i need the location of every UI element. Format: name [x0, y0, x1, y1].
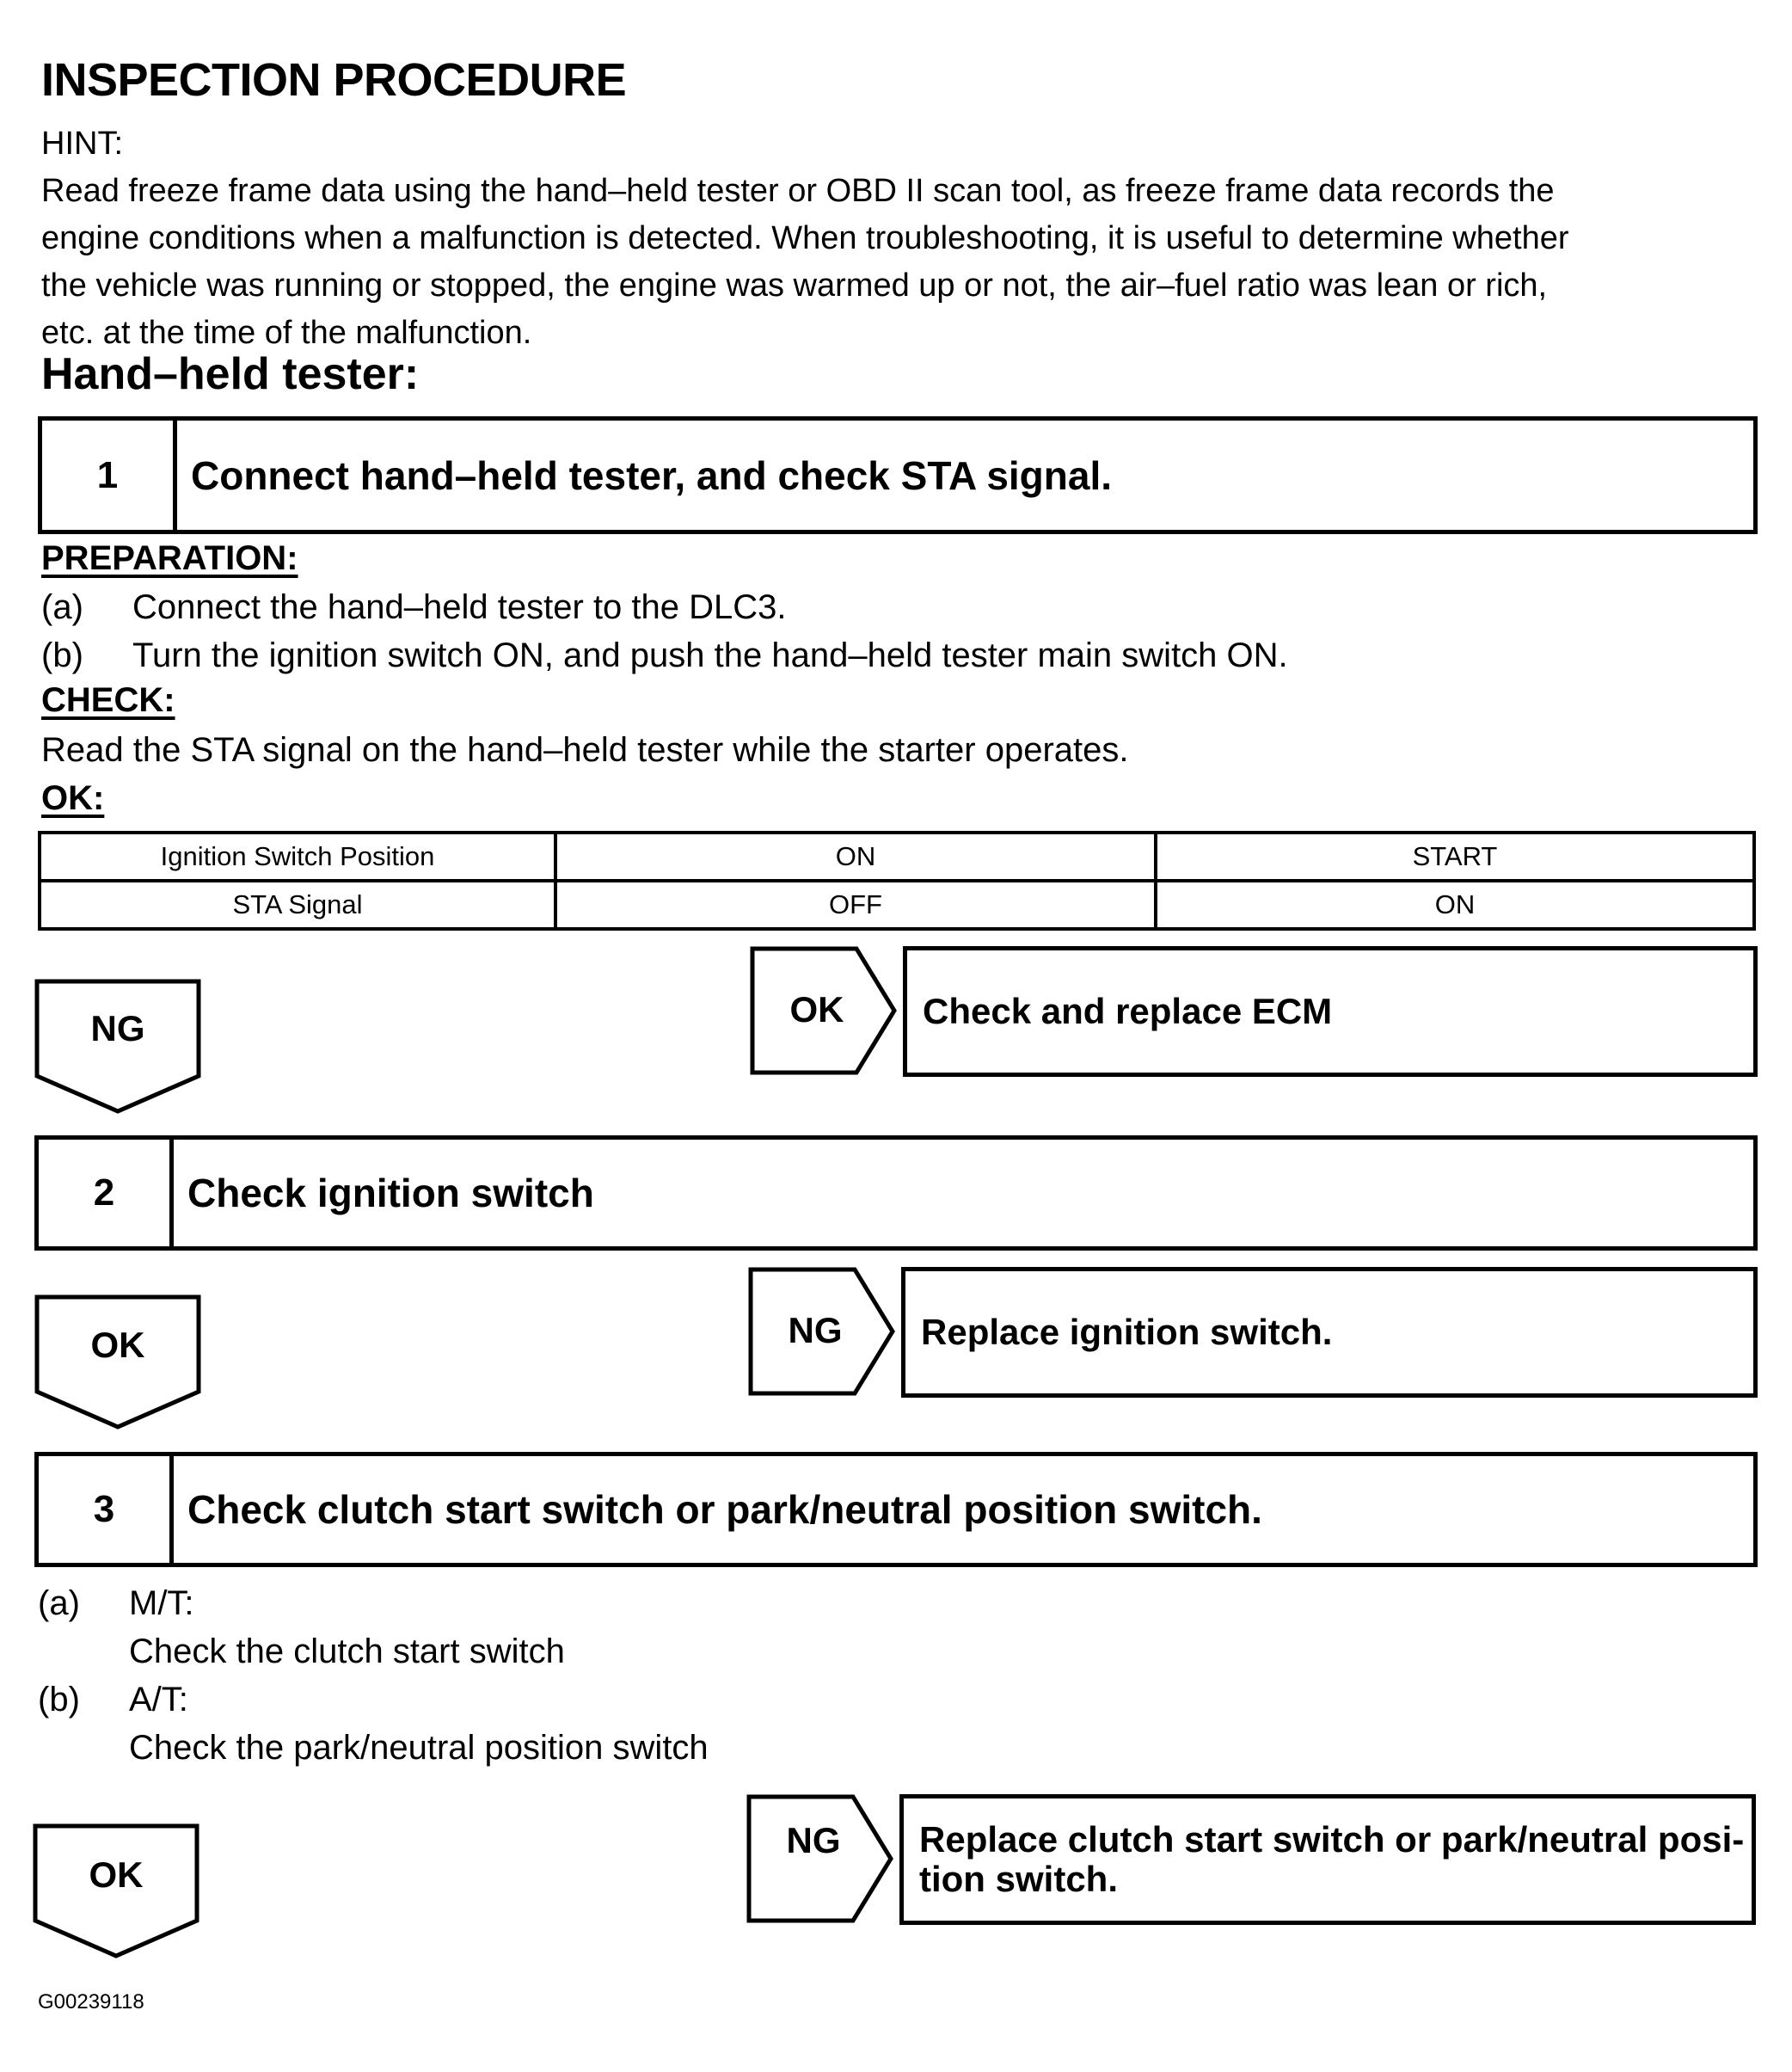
preparation-text: Turn the ignition switch ON, and push the hand–held tester main switch ON.: [132, 636, 1288, 674]
step-number: 3: [39, 1456, 174, 1563]
step-1-box: [38, 416, 1758, 534]
item-marker: (a): [38, 1584, 80, 1622]
ok-label: OK:: [41, 779, 105, 817]
result-line: tion switch.: [919, 1859, 1118, 1899]
ng-arrow-label: NG: [788, 1310, 843, 1350]
table-row: [40, 881, 1754, 929]
ok-arrow-label: OK: [789, 989, 844, 1030]
item-heading: M/T:: [129, 1584, 194, 1622]
table-cell: ON: [1156, 881, 1754, 929]
item-marker: (b): [38, 1681, 80, 1718]
ok-arrow-label: OK: [90, 1325, 145, 1365]
result-box: Check and replace ECM: [903, 946, 1758, 1077]
preparation-marker: (a): [41, 588, 83, 626]
step-3-box: [34, 1452, 1758, 1567]
preparation-text: Connect the hand–held tester to the DLC3.: [132, 588, 787, 626]
table-cell: ON: [555, 833, 1156, 881]
step-title: Connect hand–held tester, and check STA signal.: [191, 452, 1113, 498]
hint-line: etc. at the time of the malfunction.: [41, 315, 532, 351]
page-title: INSPECTION PROCEDURE: [41, 54, 627, 106]
ok-arrow-label: OK: [89, 1854, 144, 1895]
result-line: Replace clutch start switch or park/neutral posi-: [919, 1819, 1745, 1860]
item-text: Check the clutch start switch: [129, 1632, 565, 1670]
table-cell: START: [1156, 833, 1754, 881]
preparation-marker: (b): [41, 636, 83, 674]
hint-line: the vehicle was running or stopped, the engine was warmed up or not, the air–fuel ratio was lean or rich,: [41, 267, 1548, 304]
hint-paragraph: [41, 168, 1569, 357]
result-box: [899, 1794, 1756, 1925]
step-number: 1: [42, 421, 177, 530]
hint-label: HINT:: [41, 126, 123, 162]
item-text: Check the park/neutral position switch: [129, 1729, 709, 1767]
ng-arrow-label: NG: [786, 1820, 841, 1860]
section-title: Hand–held tester:: [41, 349, 420, 399]
step-title: Check ignition switch: [187, 1171, 594, 1215]
figure-id: G00239118: [38, 1990, 144, 2014]
table-cell: OFF: [555, 881, 1156, 929]
ok-criteria-table: [38, 831, 1756, 931]
table-cell: STA Signal: [40, 881, 555, 929]
check-text: Read the STA signal on the hand–held tester while the starter operates.: [41, 731, 1129, 769]
step-2-box: [34, 1135, 1758, 1251]
hint-line: engine conditions when a malfunction is detected. When troubleshooting, it is useful to determine whether: [41, 220, 1569, 256]
ng-arrow-label: NG: [90, 1008, 145, 1048]
item-heading: A/T:: [129, 1681, 188, 1718]
hint-line: Read freeze frame data using the hand–held tester or OBD II scan tool, as freeze frame data records the: [41, 173, 1555, 209]
table-cell: Ignition Switch Position: [40, 833, 555, 881]
check-label: CHECK:: [41, 681, 175, 719]
step-number: 2: [39, 1140, 174, 1246]
table-row: [40, 833, 1754, 881]
preparation-label: PREPARATION:: [41, 539, 298, 577]
step-title: Check clutch start switch or park/neutral position switch.: [187, 1487, 1262, 1532]
result-box: Replace ignition switch.: [901, 1267, 1758, 1398]
